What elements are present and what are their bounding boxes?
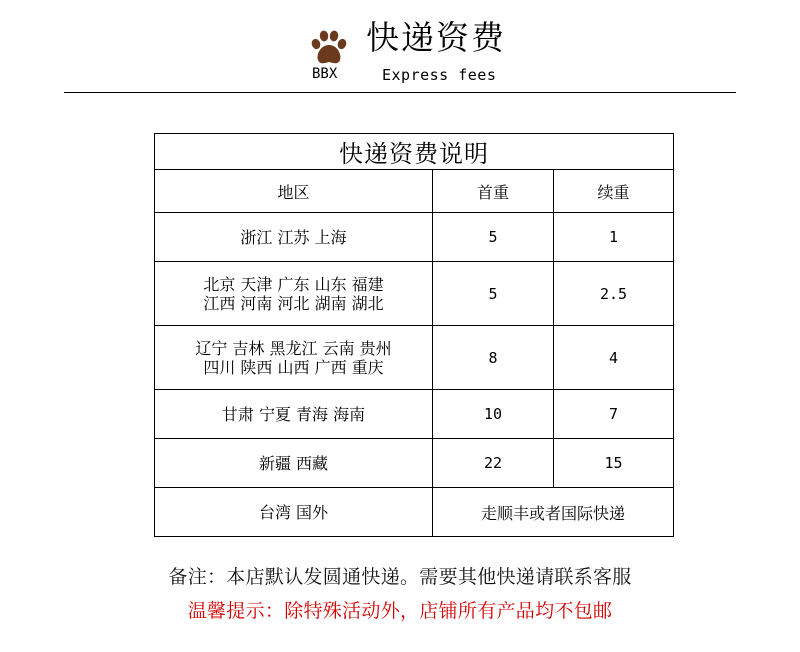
table-row: [155, 439, 674, 488]
table-row: [155, 213, 674, 262]
region-cell: [155, 439, 433, 488]
shipping-method-cell: 走顺丰或者国际快递: [433, 488, 674, 537]
region-cell: [155, 262, 433, 326]
express-fee-table: [154, 133, 674, 537]
page-title: 快递资费: [366, 18, 506, 57]
region-cell: [155, 390, 433, 439]
first-weight-cell: 10: [433, 390, 554, 439]
region-cell: [155, 213, 433, 262]
header-divider: [64, 92, 736, 93]
additional-weight-cell: 7: [554, 390, 674, 439]
shipping-remark: 备注：本店默认发圆通快递。需要其他快递请联系客服: [168, 566, 632, 588]
region-line: 新疆 西藏: [258, 453, 329, 473]
table-row: [155, 488, 674, 537]
table-row: [155, 262, 674, 326]
column-header-additional-weight: 续重: [554, 170, 674, 213]
region-cell: [155, 326, 433, 390]
first-weight-cell: 22: [433, 439, 554, 488]
free-shipping-warning: 温馨提示：除特殊活动外，店铺所有产品均不包邮: [187, 600, 613, 622]
region-line: 甘肃 宁夏 青海 海南: [221, 404, 366, 424]
table-header-row: [155, 170, 674, 213]
table-row: [155, 390, 674, 439]
additional-weight-cell: 15: [554, 439, 674, 488]
column-header-first-weight: 首重: [433, 170, 554, 213]
table-caption: 快递资费说明: [155, 134, 674, 170]
page-subtitle: Express fees: [382, 66, 497, 84]
region-cell: [155, 488, 433, 537]
column-header-region: 地区: [155, 170, 433, 213]
table-row: [155, 326, 674, 390]
region-line: 辽宁 吉林 黑龙江 云南 贵州: [195, 338, 392, 358]
region-line: 台湾 国外: [258, 502, 329, 522]
region-line: 浙江 江苏 上海: [240, 227, 347, 247]
region-line: 北京 天津 广东 山东 福建: [203, 274, 384, 294]
paw-print-icon: [309, 30, 349, 66]
additional-weight-cell: 1: [554, 213, 674, 262]
first-weight-cell: 8: [433, 326, 554, 390]
additional-weight-cell: 2.5: [554, 262, 674, 326]
additional-weight-cell: 4: [554, 326, 674, 390]
region-line: 江西 河南 河北 湖南 湖北: [203, 293, 384, 313]
header: [0, 0, 800, 96]
brand-label: BBX: [312, 66, 338, 82]
first-weight-cell: 5: [433, 262, 554, 326]
first-weight-cell: 5: [433, 213, 554, 262]
region-line: 四川 陕西 山西 广西 重庆: [203, 357, 384, 377]
